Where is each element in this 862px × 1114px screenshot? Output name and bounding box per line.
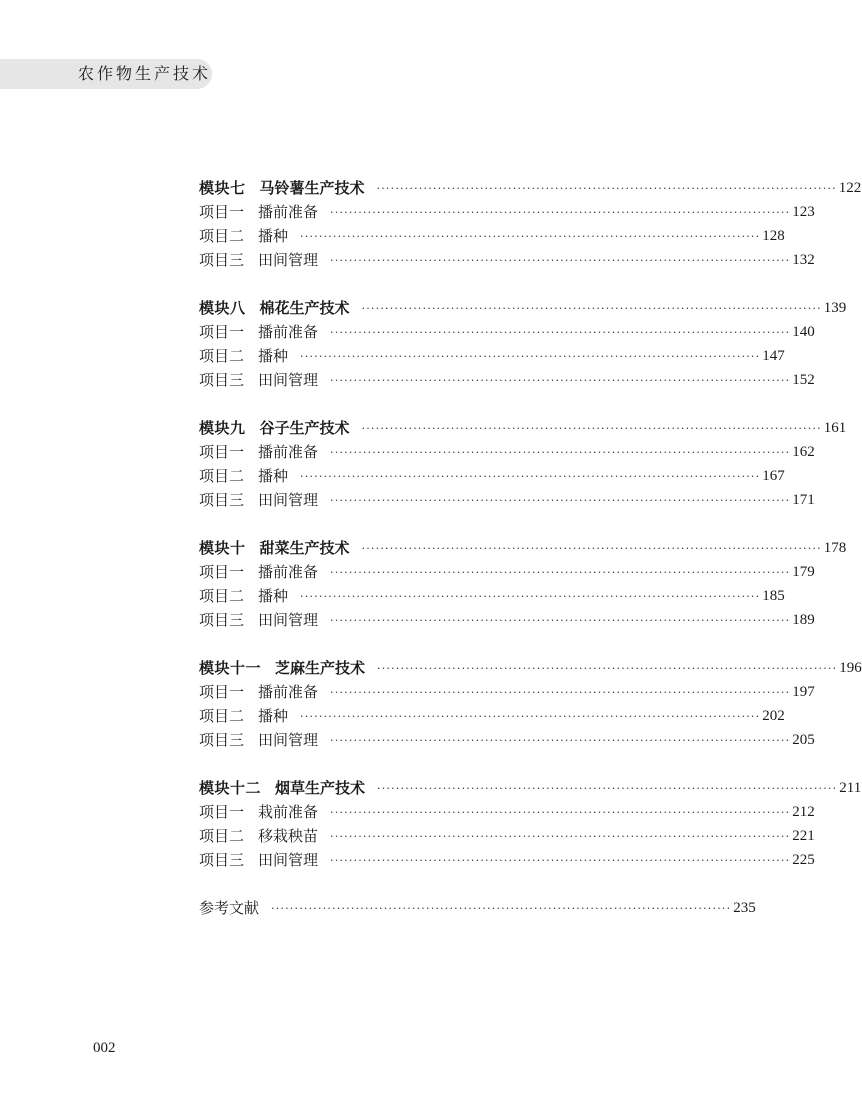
leader-dots: ·································································································· xyxy=(361,542,822,555)
module-label: 模块十一 xyxy=(199,659,262,677)
module-label: 模块十二 xyxy=(199,779,262,797)
item-title: 播种 xyxy=(258,707,289,725)
item-label: 项目三 xyxy=(199,851,245,869)
module-page: 211 xyxy=(839,780,862,796)
module-label: 模块十 xyxy=(199,539,246,557)
leader-dots: ·································································································· xyxy=(330,734,791,747)
leader-dots: ·································································································· xyxy=(330,446,791,459)
book-title: 农作物生产技术 xyxy=(78,64,212,83)
module-title: 芝麻生产技术 xyxy=(275,659,366,677)
leader-dots: ·································································································· xyxy=(377,782,838,795)
toc-module-row[interactable] xyxy=(199,656,862,680)
module-page: 122 xyxy=(838,180,862,196)
item-label: 项目一 xyxy=(199,803,245,821)
item-label: 项目三 xyxy=(199,251,245,269)
toc-item-row[interactable] xyxy=(199,728,815,752)
item-label: 项目一 xyxy=(199,203,245,221)
toc-item-row[interactable] xyxy=(199,608,815,632)
leader-dots: ·································································································· xyxy=(330,614,791,627)
item-page: 205 xyxy=(792,732,815,748)
item-title: 栽前准备 xyxy=(258,803,319,821)
toc-item-row[interactable] xyxy=(199,704,785,728)
module-label: 模块九 xyxy=(199,419,246,437)
toc-module-row[interactable] xyxy=(199,776,862,800)
item-page: 167 xyxy=(762,468,785,484)
item-title: 播前准备 xyxy=(258,323,319,341)
item-label: 项目二 xyxy=(199,347,245,365)
item-label: 项目一 xyxy=(199,323,245,341)
module-title: 谷子生产技术 xyxy=(259,419,350,437)
item-label: 项目二 xyxy=(199,587,245,605)
item-page: 147 xyxy=(762,348,785,364)
leader-dots: ·································································································· xyxy=(330,830,791,843)
toc-item-row[interactable] xyxy=(199,368,815,392)
toc-section-references xyxy=(199,896,756,920)
leader-dots: ·································································································· xyxy=(300,350,761,363)
toc-item-row[interactable] xyxy=(199,488,815,512)
toc-item-row[interactable] xyxy=(199,440,815,464)
module-label: 模块八 xyxy=(199,299,246,317)
module-page: 161 xyxy=(823,420,847,436)
item-label: 项目二 xyxy=(199,227,245,245)
item-label: 项目三 xyxy=(199,731,245,749)
leader-dots: ·································································································· xyxy=(330,254,791,267)
item-label: 项目三 xyxy=(199,491,245,509)
references-label: 参考文献 xyxy=(199,899,260,917)
toc-item-row[interactable] xyxy=(199,800,815,824)
leader-dots: ·································································································· xyxy=(330,854,791,867)
item-title: 田间管理 xyxy=(258,371,319,389)
toc-section-module-9 xyxy=(199,416,847,512)
item-label: 项目一 xyxy=(199,683,245,701)
module-title: 马铃薯生产技术 xyxy=(259,179,365,197)
item-page: 162 xyxy=(792,444,815,460)
toc-item-row[interactable] xyxy=(199,200,815,224)
item-page: 171 xyxy=(792,492,815,508)
item-label: 项目三 xyxy=(199,371,245,389)
toc-section-module-8 xyxy=(199,296,847,392)
leader-dots: ·································································································· xyxy=(330,374,791,387)
item-title: 田间管理 xyxy=(258,251,319,269)
table-of-contents xyxy=(199,176,862,944)
item-title: 田间管理 xyxy=(258,491,319,509)
item-page: 202 xyxy=(762,708,785,724)
leader-dots: ·································································································· xyxy=(377,662,838,675)
item-page: 185 xyxy=(762,588,785,604)
page-number: 002 xyxy=(93,1040,116,1056)
leader-dots: ·································································································· xyxy=(330,806,791,819)
toc-item-row[interactable] xyxy=(199,320,815,344)
item-page: 197 xyxy=(792,684,815,700)
item-label: 项目二 xyxy=(199,827,245,845)
toc-item-row[interactable] xyxy=(199,248,815,272)
leader-dots: ·································································································· xyxy=(330,326,791,339)
item-page: 152 xyxy=(792,372,815,388)
module-title: 棉花生产技术 xyxy=(259,299,350,317)
references-page: 235 xyxy=(733,900,756,916)
module-page: 139 xyxy=(823,300,847,316)
module-label: 模块七 xyxy=(199,179,246,197)
item-title: 田间管理 xyxy=(258,731,319,749)
item-page: 221 xyxy=(792,828,815,844)
leader-dots: ·································································································· xyxy=(361,302,822,315)
toc-references-row[interactable] xyxy=(199,896,756,920)
item-label: 项目一 xyxy=(199,563,245,581)
toc-item-row[interactable] xyxy=(199,464,785,488)
leader-dots: ·································································································· xyxy=(300,590,761,603)
toc-section-module-7 xyxy=(199,176,862,272)
item-title: 播前准备 xyxy=(258,683,319,701)
leader-dots: ·································································································· xyxy=(330,494,791,507)
toc-section-module-12 xyxy=(199,776,862,872)
leader-dots: ·································································································· xyxy=(361,422,822,435)
toc-module-row[interactable] xyxy=(199,176,862,200)
leader-dots: ·································································································· xyxy=(330,566,791,579)
item-page: 189 xyxy=(792,612,815,628)
toc-module-row[interactable] xyxy=(199,536,847,560)
item-label: 项目二 xyxy=(199,707,245,725)
toc-item-row[interactable] xyxy=(199,824,815,848)
item-title: 播前准备 xyxy=(258,203,319,221)
item-title: 播种 xyxy=(258,587,289,605)
item-title: 移栽秧苗 xyxy=(258,827,319,845)
toc-item-row[interactable] xyxy=(199,584,785,608)
item-title: 田间管理 xyxy=(258,611,319,629)
leader-dots: ·································································································· xyxy=(330,686,791,699)
item-page: 225 xyxy=(792,852,815,868)
module-title: 甜菜生产技术 xyxy=(259,539,350,557)
item-title: 播种 xyxy=(258,347,289,365)
toc-section-module-11 xyxy=(199,656,862,752)
item-page: 123 xyxy=(792,204,815,220)
leader-dots: ·································································································· xyxy=(300,230,761,243)
item-title: 播种 xyxy=(258,227,289,245)
module-page: 178 xyxy=(823,540,847,556)
item-page: 179 xyxy=(792,564,815,580)
item-title: 播前准备 xyxy=(258,443,319,461)
toc-section-module-10 xyxy=(199,536,847,632)
item-title: 播前准备 xyxy=(258,563,319,581)
leader-dots: ·································································································· xyxy=(300,470,761,483)
toc-item-row[interactable] xyxy=(199,560,815,584)
toc-item-row[interactable] xyxy=(199,344,785,368)
item-label: 项目一 xyxy=(199,443,245,461)
item-label: 项目二 xyxy=(199,467,245,485)
toc-item-row[interactable] xyxy=(199,224,785,248)
item-page: 212 xyxy=(792,804,815,820)
module-title: 烟草生产技术 xyxy=(275,779,366,797)
toc-item-row[interactable] xyxy=(199,848,815,872)
item-title: 田间管理 xyxy=(258,851,319,869)
item-page: 140 xyxy=(792,324,815,340)
module-page: 196 xyxy=(839,660,862,676)
leader-dots: ·································································································· xyxy=(376,182,837,195)
item-page: 132 xyxy=(792,252,815,268)
item-title: 播种 xyxy=(258,467,289,485)
toc-module-row[interactable] xyxy=(199,416,847,440)
leader-dots: ·································································································· xyxy=(271,902,732,915)
item-label: 项目三 xyxy=(199,611,245,629)
toc-module-row[interactable] xyxy=(199,296,847,320)
leader-dots: ·································································································· xyxy=(330,206,791,219)
toc-item-row[interactable] xyxy=(199,680,815,704)
leader-dots: ·································································································· xyxy=(300,710,761,723)
item-page: 128 xyxy=(762,228,785,244)
